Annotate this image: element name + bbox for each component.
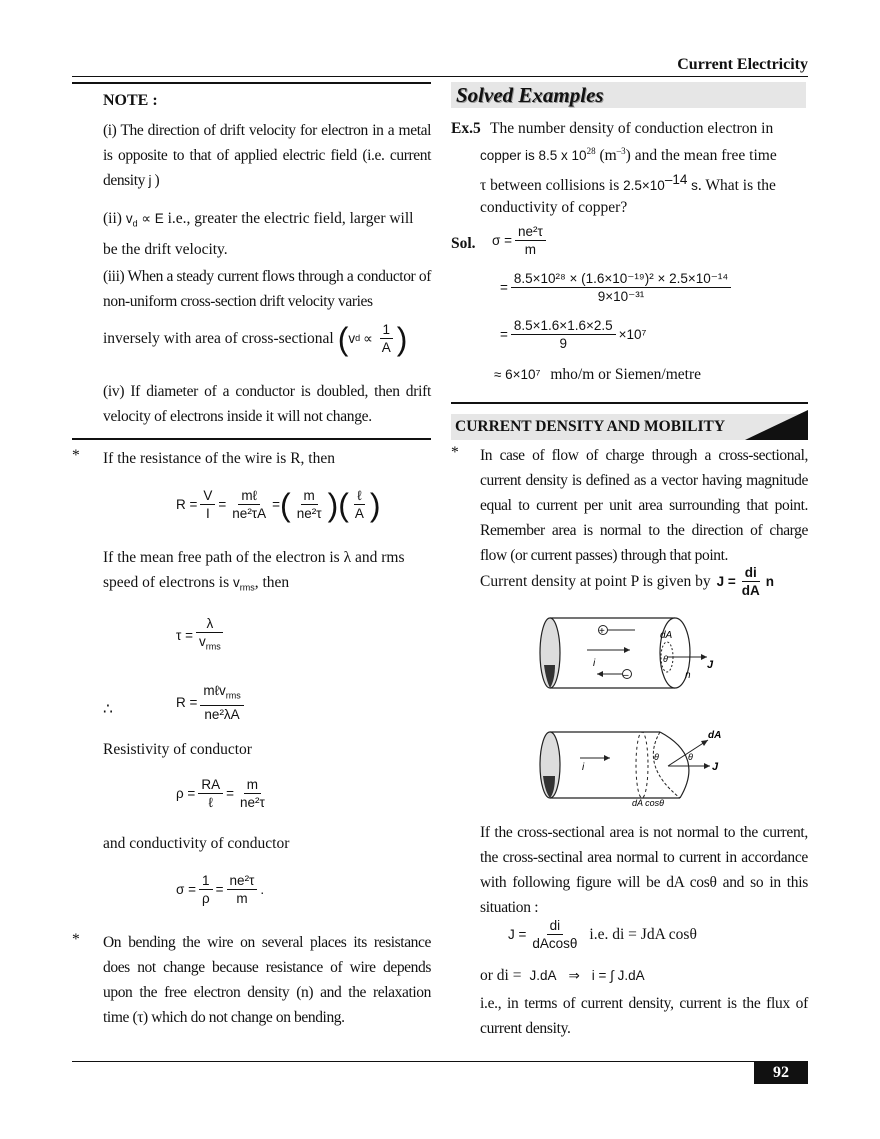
ex-between: between collisions is — [490, 177, 620, 195]
eq-j — [508, 918, 697, 951]
note-i-text: (i) The direction of drift velocity for electron in a metal is opposite to that of applied electric field (i.e. current density — [103, 122, 431, 189]
eq-r2-d: ne²λA — [204, 706, 240, 722]
bullet-star-1: * — [72, 447, 80, 464]
or-eq2: i = ∫ J.dA — [591, 968, 645, 983]
ex-tau: τ — [480, 177, 487, 195]
resistivity-text: Resistivity of conductor — [103, 741, 252, 758]
current-density-text: In case of flow of charge through a cross-sectional, current density is defined as a vector having magnitude equal to current per unit area surrounding that point. Remember area is normal to the direction of charge flow (or current passes) through that point. — [480, 447, 808, 564]
eq-tau-d-sub: rms — [205, 641, 221, 652]
solved-examples-banner — [451, 82, 806, 108]
ex-line3-end: . What is the — [697, 177, 776, 195]
sol-eq3 — [500, 318, 646, 351]
therefore-sign: ∴ — [103, 701, 113, 718]
mfp-c: , then — [254, 574, 290, 591]
eq-rho-f1d: ℓ — [208, 795, 213, 810]
fig2-theta1: θ — [654, 752, 659, 762]
note-iii-b: inversely with area of cross-sectional — [103, 330, 334, 347]
cd-point-text: Current density at point P is given by — [480, 573, 711, 590]
ex-label: Ex.5 — [451, 120, 481, 137]
fig1-theta: θ — [663, 654, 668, 664]
fig1-da-label: dA — [660, 630, 673, 641]
eq-resistance: R = $\frac{V}{I}$ = $\frac{\text{mℓ}}{\text{ne²τA}}$ = ( $\frac{m}{\text{ne²τ}}$ ) ( $\frac{\text{ℓ}}{A}$ ) — [176, 486, 381, 523]
cd-point-hat: n — [765, 574, 775, 589]
sol-eq4-unit: mho/m or Siemen/metre — [550, 366, 701, 383]
fig2-j-label: J — [712, 761, 719, 773]
note-iii-v: v — [348, 331, 356, 346]
fig1-n-label: n — [685, 670, 691, 681]
sol-eq4-val: ≈ 6×10⁷ — [494, 367, 541, 382]
ex-unit-sup: –3 — [616, 146, 626, 156]
ex-line1: The number density of conduction electron in — [490, 120, 774, 137]
mfp-text — [103, 545, 431, 601]
eq-rho-f2n: m — [244, 777, 261, 794]
or-eq: J.dA — [529, 968, 557, 983]
eq-r2-n-sub: rms — [225, 690, 241, 701]
eq-sigma-lhs: σ = — [176, 882, 196, 897]
eq-sigma-f2n: ne²τ — [227, 873, 258, 890]
eq-j-d: dAcosθ — [532, 936, 578, 951]
note-iii-sub: d — [355, 333, 361, 343]
eq-tau-d: v — [198, 634, 206, 649]
sol-eq2-n: 8.5×10²⁸ × (1.6×10⁻¹⁹)² × 2.5×10⁻¹⁴ — [511, 271, 731, 288]
or-arrow: ⇒ — [568, 968, 580, 983]
note-iii-prop: ∝ — [363, 331, 373, 346]
note-iii-num: 1 — [380, 322, 394, 339]
eq-r-f3d: ne²τ — [296, 506, 322, 521]
sol-eq1-n: ne²τ — [515, 224, 546, 241]
mfp-b: and rms speed of electrons is — [103, 549, 405, 591]
eq-r2 — [176, 683, 247, 722]
header-rule — [72, 76, 808, 77]
ex-density-sup: 28 — [586, 146, 596, 156]
sol-eq3-n: 8.5×1.6×1.6×2.5 — [511, 318, 616, 335]
eq-rho: ρ = $\frac{RA}{\text{ℓ}}$ = $\frac{m}{\text{ne²τ}}$ — [176, 777, 271, 810]
eq-rho-f2d: ne²τ — [239, 795, 265, 810]
or-line — [480, 963, 645, 988]
cd-point-j: J = — [716, 574, 736, 589]
ex-time-unit: s — [687, 178, 698, 194]
footer-rule — [72, 1061, 808, 1062]
sol-eq3-tail: ×10⁷ — [618, 327, 647, 342]
eq-r-lhs: R = — [176, 497, 198, 512]
note-ii — [103, 206, 431, 262]
mfp-a: If the mean free path of the electron is — [103, 549, 340, 566]
note-iii-line2 — [103, 322, 407, 355]
sol-label: Sol. — [451, 235, 476, 252]
resistance-text: If the resistance of the wire is R, then — [103, 450, 335, 467]
sol-eq3-lhs: = — [500, 327, 508, 342]
ex-time: 2.5×10 — [623, 178, 665, 194]
ex-line4: conductivity of copper? — [480, 199, 628, 216]
sol-eq2-lhs: = — [500, 280, 508, 295]
eq-j-tail: i.e. di = JdA cosθ — [589, 926, 697, 943]
eq-j-lhs: J = — [508, 927, 527, 942]
eq-r-f1n: V — [200, 488, 215, 505]
note-bottom-rule — [72, 438, 431, 440]
mfp-v-sub: rms — [239, 582, 255, 593]
or-text: or di = — [480, 967, 522, 984]
eq-sigma: σ = $\frac{1}{\rho}$ = $\frac{\text{ne²τ}}{m}$ . — [176, 873, 265, 906]
fig1-i-label: i — [593, 658, 596, 669]
banner-corner-shape — [745, 410, 808, 441]
fig1-j-label: J — [707, 659, 714, 671]
sol-eq2 — [500, 271, 734, 304]
cdm-title: CURRENT DENSITY AND MOBILITY — [455, 418, 726, 435]
fig1-minus: – — [623, 670, 629, 681]
note-i-end: ) — [151, 172, 160, 189]
ex-time-sup: –14 — [664, 172, 688, 187]
cd-point-eq — [717, 565, 774, 598]
eq-tau-lhs: τ = — [176, 627, 193, 643]
eq-j-n: di — [547, 918, 564, 935]
cylinder-figure-inclined — [530, 726, 730, 810]
note-i — [103, 118, 431, 193]
page-number: 92 — [754, 1062, 808, 1084]
conductivity-text: and conductivity of conductor — [103, 835, 290, 852]
note-i-j: j — [148, 173, 152, 188]
note-iii-den: A — [381, 340, 391, 355]
sol-eq3-d: 9 — [559, 336, 567, 351]
eq-sigma-f1n: 1 — [199, 873, 213, 890]
section-rule — [451, 402, 808, 404]
bend-tau: (τ) — [132, 1009, 148, 1026]
ex-line2-end: ) and the mean free time — [625, 147, 777, 165]
page-header-title: Current Electricity — [677, 56, 808, 73]
note-ii-prop: ∝ E — [137, 211, 164, 226]
eq-tau — [176, 616, 227, 655]
sol-eq1-d: m — [524, 242, 537, 257]
note-title: NOTE : — [103, 92, 158, 109]
note-iii-eq: ( v d ∝ $\frac{1}{A}$ ) — [337, 320, 408, 357]
note-ii-sub: d — [132, 218, 138, 229]
sol-eq1 — [492, 224, 549, 257]
fig2-theta2: θ — [688, 752, 693, 762]
fig2-dacos-label: dA cosθ — [632, 798, 665, 808]
sol-eq2-d: 9×10⁻³¹ — [597, 289, 645, 304]
ex-line3 — [480, 167, 808, 198]
eq-sigma-f1d: ρ — [201, 891, 210, 906]
note-top-rule — [72, 82, 431, 84]
eq-r-f3n: m — [301, 488, 318, 505]
flux-text: i.e., in terms of current density, current is the flux of current density. — [480, 995, 808, 1037]
ex-density: copper is 8.5 x 10 — [480, 148, 587, 164]
eq-r-f1d: I — [206, 506, 210, 521]
eq-r-f2n: mℓ — [238, 488, 260, 505]
note-ii-v: v — [125, 211, 133, 226]
eq-rho-f1n: RA — [198, 777, 223, 794]
bend-a: On bending the wire on several places its resistance does not change because resistance of wire depends upon the free electron density (n) and the relaxation time — [103, 934, 431, 1026]
eq-sigma-end: . — [260, 882, 265, 897]
bend-text — [103, 930, 431, 1030]
note-ii-b: i.e., greater the electric field, larger will be the drift velocity. — [103, 210, 414, 258]
ex-line2 — [480, 139, 808, 168]
bend-end: which do not change on bending. — [147, 1009, 345, 1026]
eq-sigma-f2d: m — [236, 891, 248, 906]
cd-point-p — [480, 565, 774, 598]
fig2-i-label: i — [582, 762, 585, 773]
note-iii: (iii) When a steady current flows through a conductor of non-uniform cross-section drift velocity varies — [103, 268, 431, 310]
eq-rho-lhs: ρ = — [176, 786, 196, 801]
fig2-da-label: dA — [708, 730, 722, 741]
ex-unit: (m — [595, 147, 617, 165]
eq-r2-n: mℓv — [203, 683, 226, 698]
sol-eq1-lhs: σ = — [492, 233, 512, 248]
solved-examples-title: Solved Examples — [456, 83, 604, 107]
mfp-v: v — [233, 575, 240, 590]
cd-point-n: di — [742, 565, 760, 582]
fig1-plus: + — [599, 626, 605, 637]
sol-eq4 — [494, 362, 701, 387]
note-ii-a: (ii) — [103, 210, 126, 227]
eq-r2-lhs: R = — [176, 694, 198, 710]
eq-r-f4n: ℓ — [354, 488, 364, 505]
note-iv: (iv) If diameter of a conductor is doubled, then drift velocity of electrons inside it will not change. — [103, 383, 431, 425]
cylinder-figure-normal — [535, 610, 725, 696]
bullet-star-3: * — [451, 444, 459, 461]
not-normal-text: If the cross-sectional area is not normal to the current, the cross-sectinal area normal to current in accordance with following figure will be dA cosθ and so in this situation : — [480, 824, 808, 916]
eq-r-f2d: ne²τA — [232, 506, 267, 521]
bullet-star-2: * — [72, 931, 80, 948]
mfp-lambda: λ — [343, 549, 352, 566]
eq-tau-n: λ — [196, 616, 223, 633]
eq-r-f4d: A — [354, 506, 364, 521]
cd-point-d: dA — [741, 583, 760, 598]
